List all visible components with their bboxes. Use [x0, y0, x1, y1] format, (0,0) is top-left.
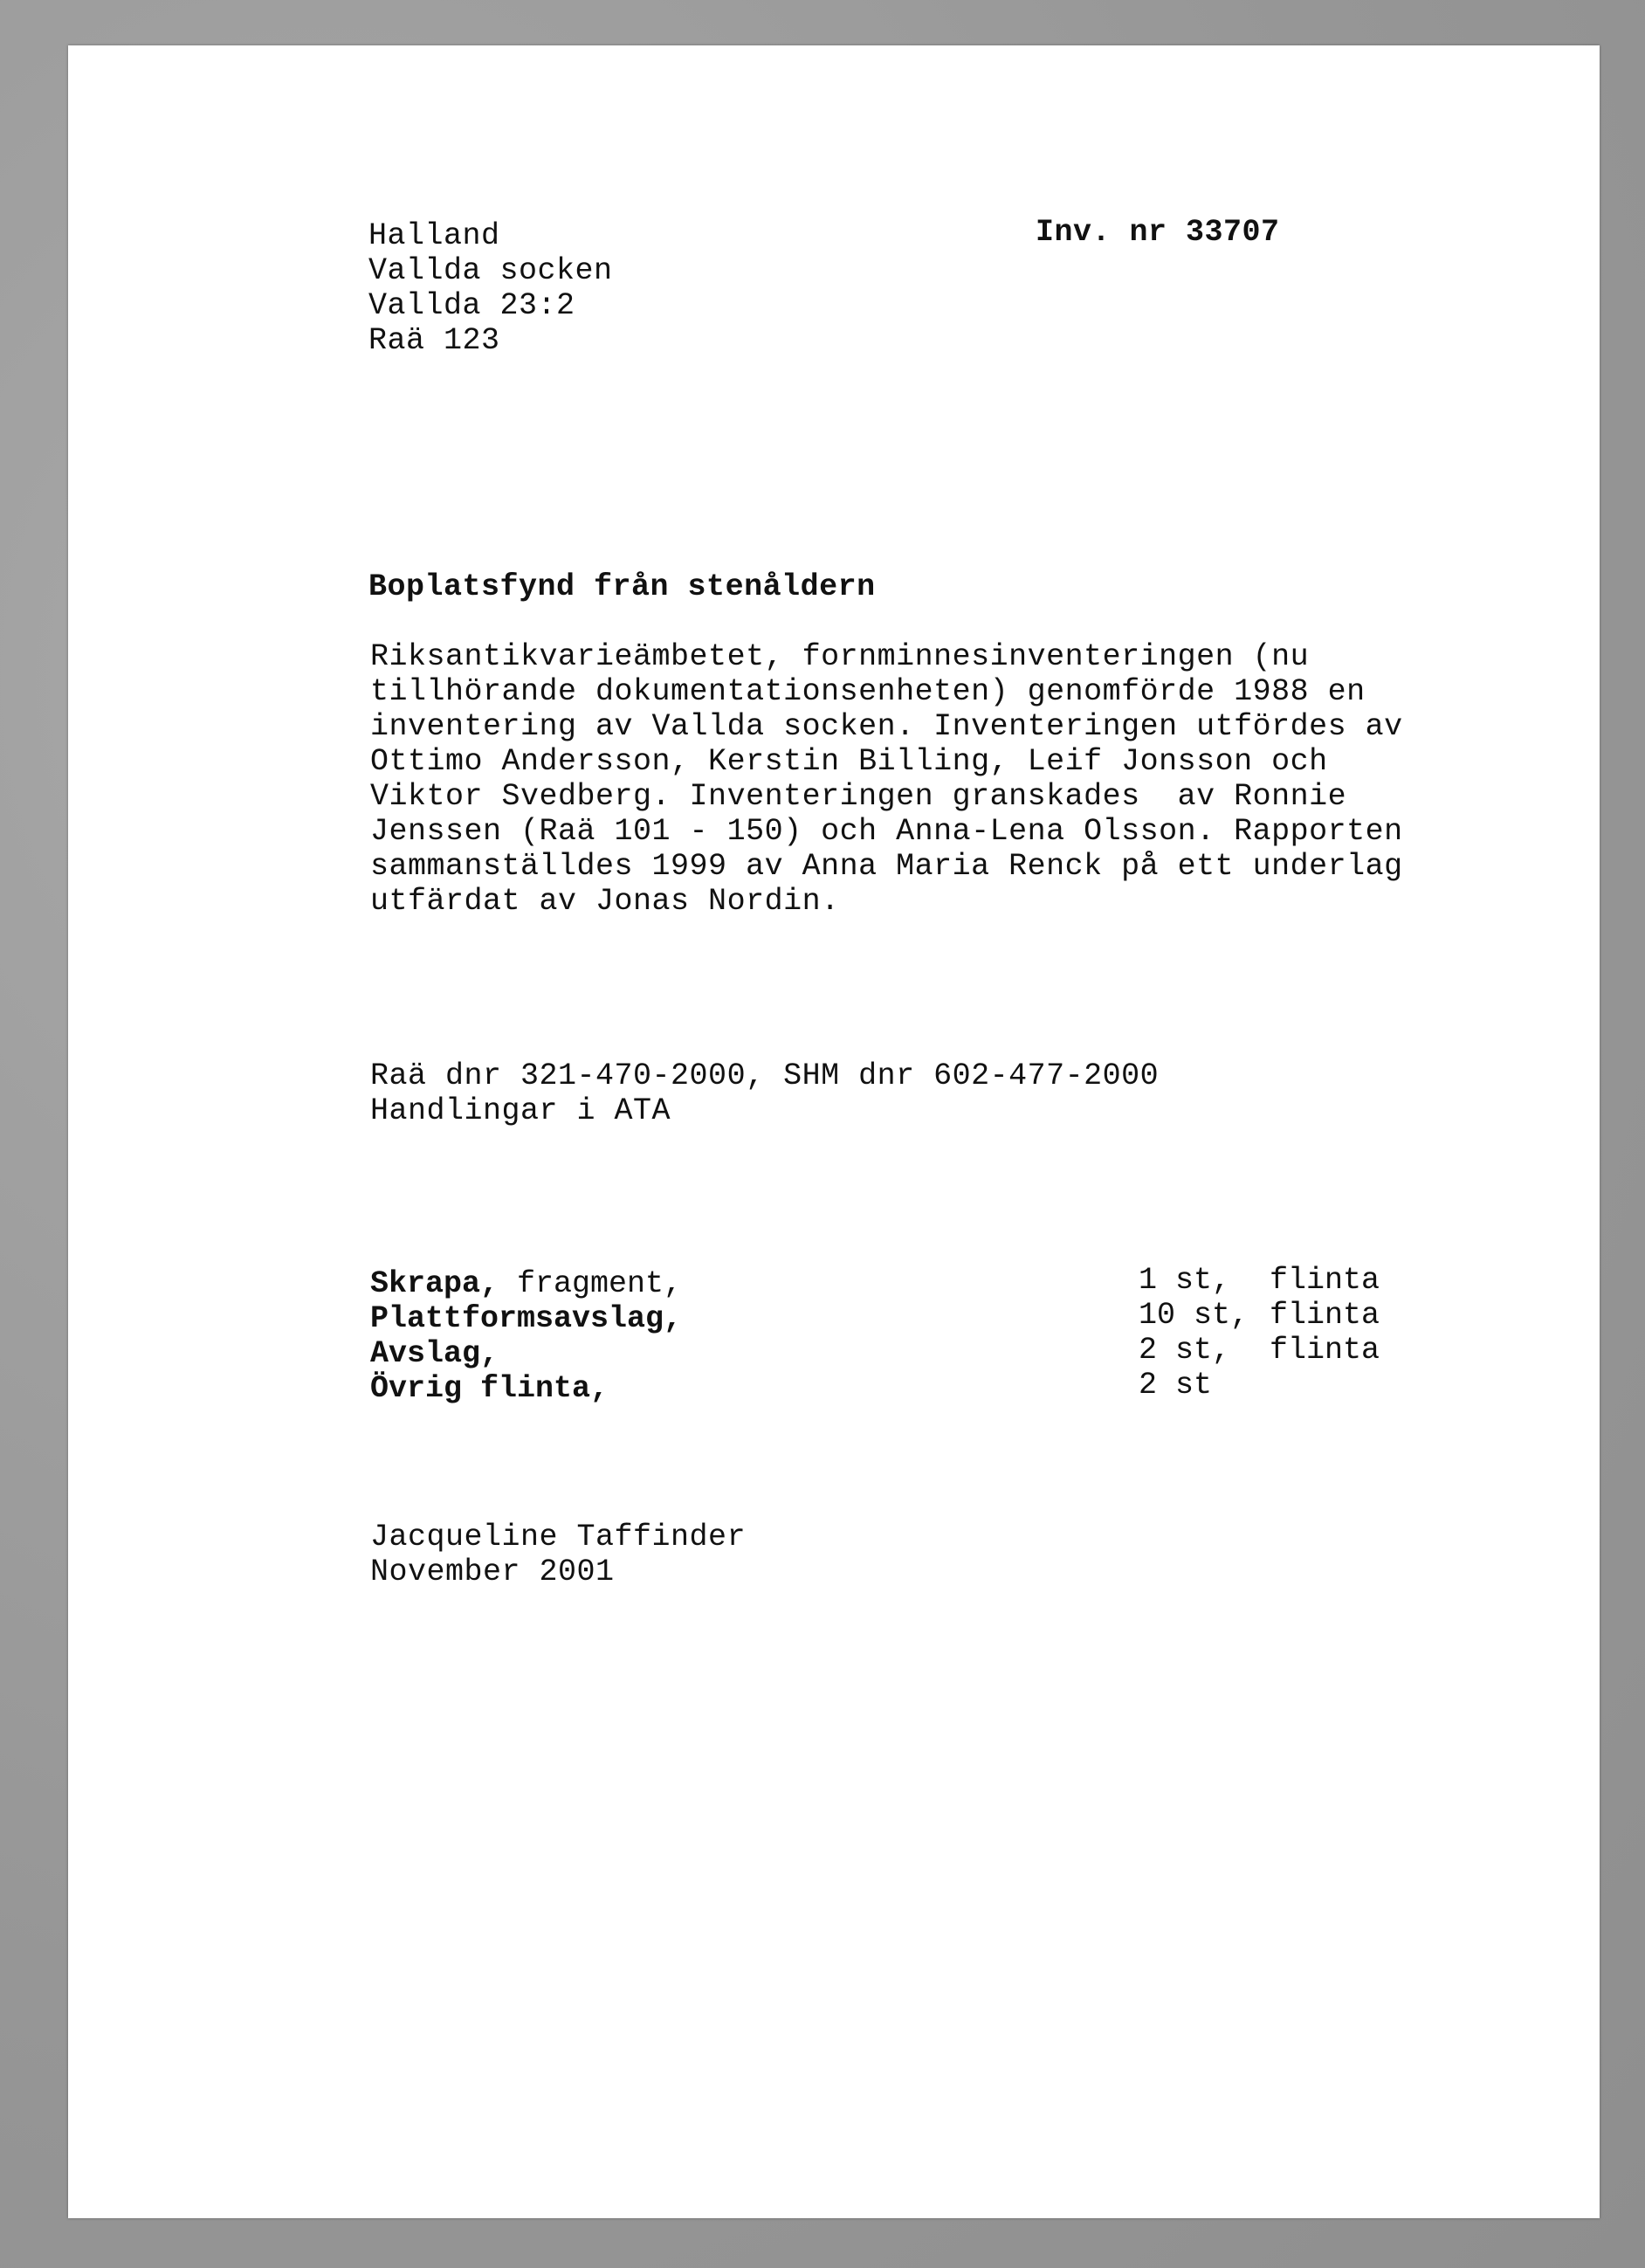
signature-date: November 2001: [370, 1555, 615, 1589]
body-line: inventering av Vallda socken. Inventeringen utfördes av: [370, 709, 1403, 744]
body-line: Jenssen (Raä 101 - 150) och Anna-Lena Olsson. Rapporten: [370, 814, 1403, 849]
find-count: 2 st: [1139, 1368, 1213, 1403]
find-name: Plattformsavslag,: [370, 1301, 683, 1336]
find-material: flinta: [1270, 1263, 1380, 1298]
dnr-line: Raä dnr 321-470-2000, SHM dnr 602-477-2000: [370, 1058, 1160, 1093]
body-line: sammanställdes 1999 av Anna Maria Renck på ett underlag: [370, 849, 1403, 884]
find-detail: fragment,: [499, 1266, 683, 1301]
author-name: Jacqueline Taffinder: [370, 1520, 747, 1555]
signature-block: [370, 1520, 746, 1589]
archive-line: Handlingar i ATA: [370, 1093, 671, 1128]
reference-block: [370, 1058, 1159, 1128]
find-row: [370, 1333, 1523, 1371]
find-material: flinta: [1270, 1298, 1380, 1333]
location-header: [368, 218, 613, 358]
find-row: [370, 1263, 1523, 1301]
find-row: [370, 1298, 1523, 1336]
document-title: Boplatsfynd från stenåldern: [368, 569, 876, 604]
county: Halland: [368, 218, 500, 253]
body-line: Ottimo Andersson, Kerstin Billing, Leif Jonsson och: [370, 744, 1328, 779]
find-row: [370, 1368, 1523, 1406]
find-name: Avslag,: [370, 1336, 499, 1371]
find-count: 1 st,: [1139, 1263, 1231, 1298]
document-page: [68, 45, 1600, 2218]
inventory-number: Inv. nr 33707: [1036, 215, 1280, 250]
finds-list: [370, 1263, 1523, 1406]
body-line: tillhörande dokumentationsenheten) genomförde 1988 en: [370, 674, 1366, 709]
body-paragraph: [370, 639, 1403, 919]
rae-number: Raä 123: [368, 323, 500, 358]
body-line: Riksantikvarieämbetet, fornminnesinventeringen (nu: [370, 639, 1310, 674]
find-count: 2 st,: [1139, 1333, 1231, 1368]
parish: Vallda socken: [368, 253, 613, 288]
body-line: Viktor Svedberg. Inventeringen granskades av Ronnie: [370, 779, 1347, 814]
property: Vallda 23:2: [368, 288, 575, 323]
find-name: Övrig flinta,: [370, 1371, 609, 1406]
body-line: utfärdat av Jonas Nordin.: [370, 884, 840, 919]
find-count: 10 st,: [1139, 1298, 1249, 1333]
find-material: flinta: [1270, 1333, 1380, 1368]
find-name: Skrapa,: [370, 1266, 499, 1301]
